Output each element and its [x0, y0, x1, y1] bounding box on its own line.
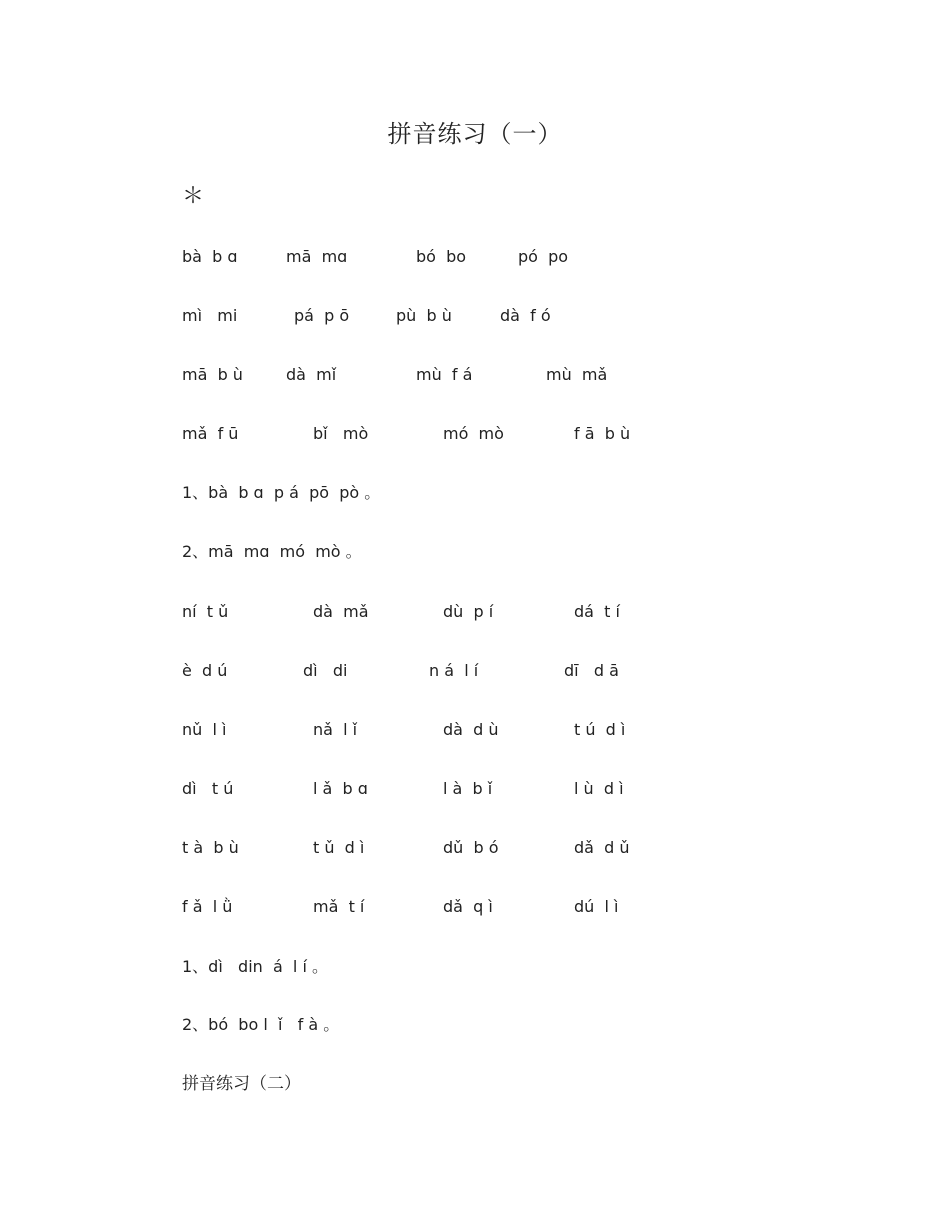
pinyin-word: dà d ù: [443, 720, 499, 739]
pinyin-word: dì t ú: [182, 779, 234, 798]
next-section-title: 拼音练习（二）: [182, 1074, 301, 1094]
pinyin-word: bǐ mò: [313, 424, 369, 443]
pinyin-word: è d ú: [182, 661, 228, 680]
pinyin-word: pá p ō: [294, 306, 350, 325]
pinyin-word: mā mɑ: [286, 247, 348, 266]
pinyin-word: dǎ d ǔ: [574, 838, 630, 857]
pinyin-word: dǎ q ì: [443, 897, 493, 916]
pinyin-word: dà mǐ: [286, 365, 337, 384]
pinyin-word: f ā b ù: [574, 424, 631, 443]
pinyin-word: mù f á: [416, 365, 473, 384]
pinyin-word: dú l ì: [574, 897, 619, 916]
pinyin-word: mì mi: [182, 306, 238, 325]
pinyin-word: dá t í: [574, 602, 620, 621]
pinyin-word: f ǎ l ǜ: [182, 897, 233, 916]
asterisk-marker: ＊: [182, 184, 205, 209]
pinyin-word: mó mò: [443, 424, 504, 443]
pinyin-word: ní t ǔ: [182, 602, 229, 621]
pinyin-word: pù b ù: [396, 306, 452, 325]
pinyin-word: nǔ l ì: [182, 720, 227, 739]
pinyin-word: l ù d ì: [574, 779, 624, 798]
pinyin-word: t ú d ì: [574, 720, 626, 739]
pinyin-word: nǎ l ǐ: [313, 720, 358, 739]
pinyin-word: dì di: [303, 661, 348, 680]
sentence-line: 2、bó bo l ǐ f à 。: [182, 1015, 340, 1034]
pinyin-word: t ǔ d ì: [313, 838, 365, 857]
pinyin-word: l à b ǐ: [443, 779, 493, 798]
sentence-line: 2、mā mɑ mó mò 。: [182, 542, 362, 561]
pinyin-word: mǎ f ū: [182, 424, 239, 443]
pinyin-word: dù p í: [443, 602, 494, 621]
pinyin-word: pó po: [518, 247, 569, 266]
page-title: 拼音练习（一）: [387, 120, 563, 148]
pinyin-word: mā b ù: [182, 365, 243, 384]
sentence-line: 1、bà b ɑ p á pō pò 。: [182, 483, 381, 502]
pinyin-word: dà f ó: [500, 306, 551, 325]
sentence-line: 1、dì din á l í 。: [182, 957, 328, 976]
pinyin-word: mù mǎ: [546, 365, 608, 384]
pinyin-word: bó bo: [416, 247, 467, 266]
pinyin-word: dī d ā: [564, 661, 619, 680]
pinyin-word: dǔ b ó: [443, 838, 499, 857]
pinyin-word: dà mǎ: [313, 602, 369, 621]
pinyin-word: bà b ɑ: [182, 247, 238, 266]
pinyin-word: l ǎ b ɑ: [313, 779, 368, 798]
pinyin-word: mǎ t í: [313, 897, 365, 916]
pinyin-word: n á l í: [429, 661, 479, 680]
pinyin-word: t à b ù: [182, 838, 239, 857]
